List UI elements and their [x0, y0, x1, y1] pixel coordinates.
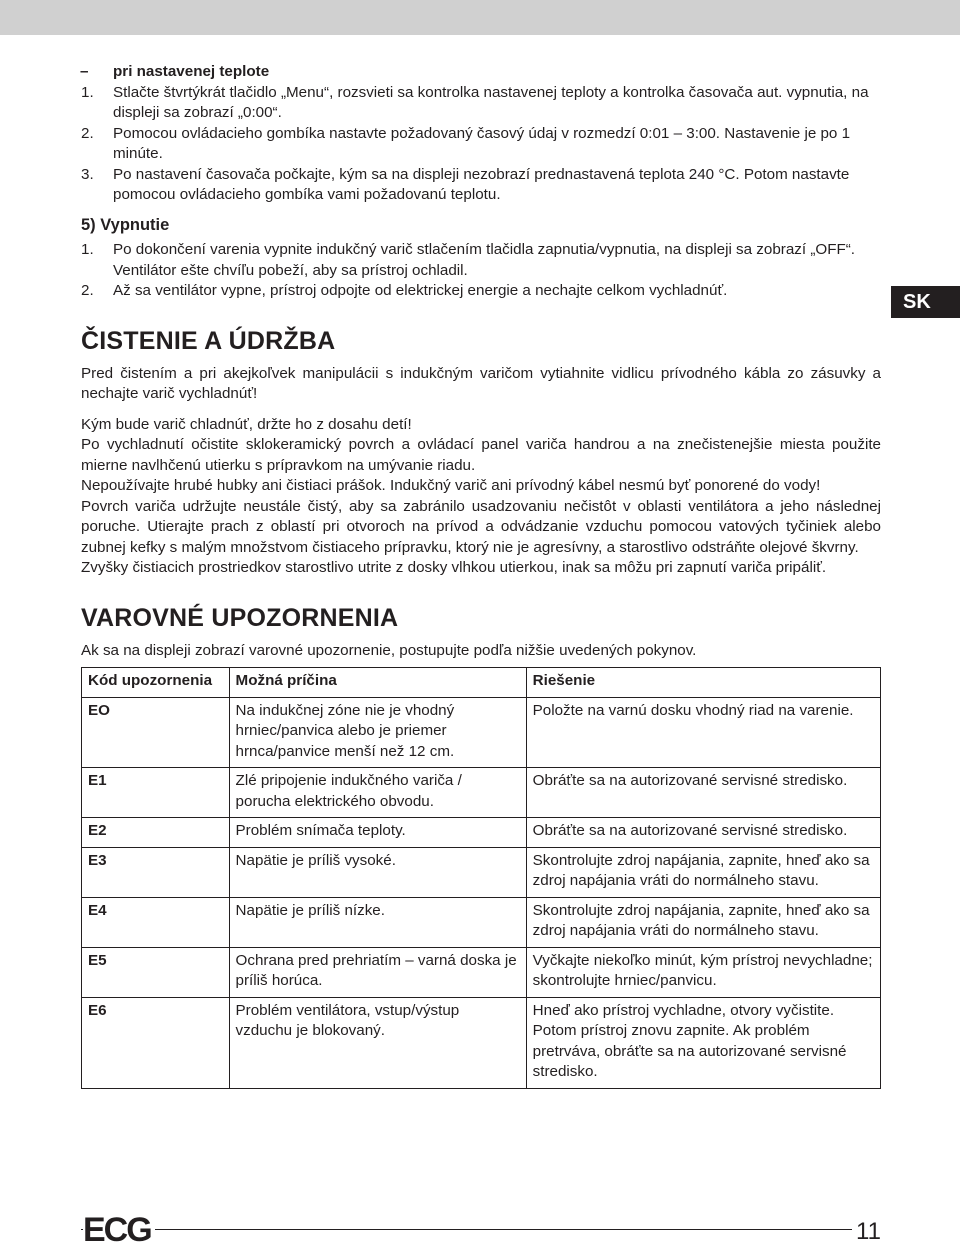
warning-cause: Na indukčnej zóne nie je vhodný hrniec/panvica alebo je priemer hrnca/panvice menší než 12 cm. — [229, 697, 526, 768]
item-text: Stlačte štvrtýkrát tlačidlo „Menu“, rozsvieti sa kontrolka nastavenej teploty a kontrolka časovača aut. vypnutia, na displeji sa zobrazí „0:00“. — [113, 83, 869, 121]
item-number: 1. — [81, 83, 94, 101]
brand-logo: ECG — [83, 1212, 155, 1248]
warning-solution: Obráťte sa na autorizované servisné stredisko. — [526, 818, 880, 848]
footer-divider — [81, 1229, 881, 1230]
cleaning-paragraph: Kým bude varič chladnúť, držte ho z dosahu detí! — [81, 415, 412, 433]
top-bar — [0, 0, 960, 35]
warning-code: E4 — [82, 897, 230, 947]
cleaning-paragraph: Zvyšky čistiacich prostriedkov starostlivo utrite z dosky vlhkou utierkou, inak sa môžu pri zapnutí variča pripáliť. — [81, 559, 827, 576]
table-row — [82, 768, 881, 818]
item-number: 2. — [81, 124, 94, 142]
timer-steps-list — [81, 83, 881, 206]
warnings-table — [81, 667, 881, 1089]
item-number: 1. — [81, 241, 94, 258]
table-row — [82, 997, 881, 1088]
spacer — [81, 405, 881, 415]
warning-solution: Hneď ako prístroj vychladne, otvory vyčistite. Potom prístroj znovu zapnite. Ak problém pretrváva, obráťte sa na autorizované servisné stredisko. — [526, 997, 880, 1088]
list-item — [81, 165, 881, 206]
warning-solution: Skontrolujte zdroj napájania, zapnite, hneď ako sa zdroj napájania vráti do normálneho stavu. — [526, 897, 880, 947]
cleaning-paragraph: Povrch variča udržujte neustále čistý, aby sa zabránilo usadzovaniu nečistôt v oblasti ventilátora a jeho následnej poruche. Utierajte prach z oblastí pri otvoroch na prívod a odvádzanie vzduchu pomocou vatových tyčiniek alebo zubnej kefky s malým množstvom čistiaceho prípravku, ktorý nie je agresívny, a starostlivo odstráňte olejové škvrny. — [81, 497, 881, 556]
list-item — [81, 281, 881, 302]
cleaning-paragraph: Nepoužívajte hrubé hubky ani čistiaci prášok. Indukčný varič ani prívodný kábel nesmú byť ponorené do vody! — [81, 477, 821, 494]
table-row — [82, 697, 881, 768]
warning-solution: Obráťte sa na autorizované servisné stredisko. — [526, 768, 880, 818]
language-tab: SK — [891, 286, 960, 318]
table-row — [82, 818, 881, 848]
warnings-title: VAROVNÉ UPOZORNENIA — [81, 603, 399, 632]
table-row — [82, 897, 881, 947]
list-item — [81, 124, 881, 165]
warning-cause: Ochrana pred prehriatím – varná doska je príliš horúca. — [229, 947, 526, 997]
warning-solution: Vyčkajte niekoľko minút, kým prístroj nevychladne; skontrolujte hrniec/panvicu. — [526, 947, 880, 997]
item-text: Po nastavení časovača počkajte, kým sa na displeji nezobrazí prednastavená teplota 240 °C. Potom nastavte pomocou ovládacieho gombíka vami požadovanú teplotu. — [113, 165, 850, 203]
table-header-row — [82, 668, 881, 698]
warning-code: E2 — [82, 818, 230, 848]
cleaning-paragraph: Po vychladnutí očistite sklokeramický povrch a ovládací panel variča handrou a na znečistenejšie miesta použite mierne navlhčenú utierku s prípravkom na umývanie riadu. — [81, 436, 881, 474]
warning-cause: Napätie je príliš vysoké. — [229, 847, 526, 897]
page-number: 11 — [852, 1218, 881, 1246]
warning-cause: Problém ventilátora, vstup/výstup vzduchu je blokovaný. — [229, 997, 526, 1088]
warning-code: E5 — [82, 947, 230, 997]
warnings-intro: Ak sa na displeji zobrazí varovné upozornenie, postupujte podľa nižšie uvedených pokynov. — [81, 641, 697, 659]
timer-temperature-heading — [81, 62, 881, 83]
heading-text: pri nastavenej teplote — [113, 63, 270, 80]
warning-solution: Položte na varnú dosku vhodný riad na varenie. — [526, 697, 880, 768]
table-row — [82, 847, 881, 897]
item-text: Až sa ventilátor vypne, prístroj odpojte od elektrickej energie a nechajte celkom vychladnúť. — [113, 282, 728, 299]
column-header-code: Kód upozornenia — [82, 668, 230, 698]
list-item — [81, 83, 881, 124]
warning-solution: Skontrolujte zdroj napájania, zapnite, hneď ako sa zdroj napájania vráti do normálneho stavu. — [526, 847, 880, 897]
warning-cause: Zlé pripojenie indukčného variča / porucha elektrického obvodu. — [229, 768, 526, 818]
column-header-solution: Riešenie — [526, 668, 880, 698]
cleaning-intro: Pred čistením a pri akejkoľvek manipulácii s indukčným varičom vytiahnite vidlicu prívodného kábla zo zásuvky a nechajte varič vychladnúť! — [81, 364, 881, 402]
warning-code: E3 — [82, 847, 230, 897]
item-number: 3. — [81, 165, 94, 183]
item-text: Po dokončení varenia vypnite indukčný varič stlačením tlačidla zapnutia/vypnutia, na displeji sa zobrazí „OFF“. Ventilátor ešte chvíľu pobeží, aby sa prístroj ochladil. — [113, 241, 856, 279]
switch-off-heading: 5) Vypnutie — [81, 215, 170, 234]
switch-off-list — [81, 240, 881, 302]
warning-cause: Problém snímača teploty. — [229, 818, 526, 848]
warning-code: E1 — [82, 768, 230, 818]
warning-code: E6 — [82, 997, 230, 1088]
item-number: 2. — [81, 282, 94, 299]
cleaning-title: ČISTENIE A ÚDRŽBA — [81, 326, 336, 355]
warning-code: EO — [82, 697, 230, 768]
heading-dash: – — [80, 63, 89, 80]
table-row — [82, 947, 881, 997]
item-text: Pomocou ovládacieho gombíka nastavte požadovaný časový údaj v rozmedzí 0:01 – 3:00. Nastavenie je po 1 minúte. — [113, 124, 851, 162]
page-content — [81, 62, 881, 1089]
column-header-cause: Možná príčina — [229, 668, 526, 698]
warning-cause: Napätie je príliš nízke. — [229, 897, 526, 947]
list-item — [81, 240, 881, 281]
